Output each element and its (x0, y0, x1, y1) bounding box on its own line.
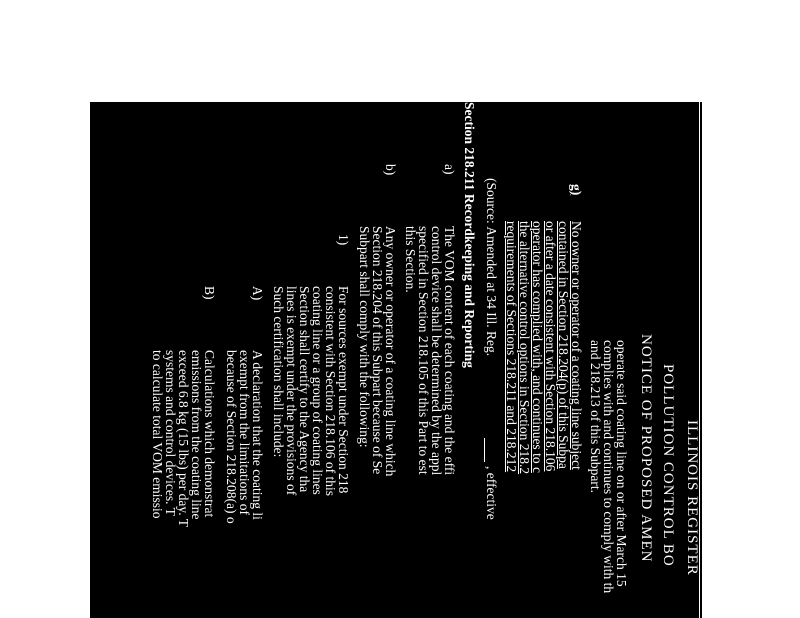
para-A-label: A) (250, 286, 265, 301)
para-a-line-1: The VOM content of each coating and the effi (442, 226, 457, 476)
para-1-line-5: lines is exempt under the provisions of (284, 286, 299, 496)
para-1-line-4: Section shall certify to the Agency tha (297, 286, 312, 493)
para-b-line-2: Section 218.204 of this Subpart because of Se (370, 226, 385, 475)
para-a-line-4: this Section. (403, 226, 418, 293)
para-1-label: 1) (336, 234, 351, 246)
para-B-line-3: exceed 6.8 kg (15 lbs) per day. T (176, 350, 191, 527)
para-1-line-2: consistent with Section 218.106 of this (323, 286, 338, 496)
para-1-line-1: For sources exempt under Section 218 (336, 286, 351, 494)
para-B-label: B) (202, 286, 217, 300)
para-A-line-1: A declaration that the coating li (250, 350, 265, 520)
para-g-line-3: or after a date consistent with Section 218.106 (543, 221, 558, 472)
para-1-line-3: coating line or a group of coating lines (310, 286, 325, 495)
intro-line-3: and 218.213 of this Subpart. (588, 340, 603, 493)
board-name: POLLUTION CONTROL BO (660, 364, 676, 567)
para-a-label: a) (442, 164, 457, 175)
para-b-line-3: Subpart shall comply with the following: (357, 226, 372, 448)
para-g-line-4: operator has complied with, and continues to c (530, 221, 545, 473)
para-B-line-1: Calculations which demonstrat (202, 350, 217, 518)
para-a-line-2: control device shall be determined by the appl (429, 226, 444, 476)
para-g-line-6: requirements of Sections 218.211 and 218.212 (504, 221, 519, 473)
notice-heading: NOTICE OF PROPOSED AMEN (638, 334, 654, 563)
para-B-line-5: to calculate total VOM emissio (150, 350, 165, 519)
source-blank-line (484, 438, 485, 462)
para-b-line-1: Any owner or operator of a coating line which (383, 226, 398, 477)
register-title: ILLINOIS REGISTER (684, 420, 700, 576)
para-g-label: g) (569, 184, 584, 196)
para-g-line-5: the alternative control options in Section 218.2 (517, 221, 532, 475)
intro-line-1: operate said coating line on or after March 15 (614, 340, 629, 587)
para-B-line-2: emissions from the coating line (189, 350, 204, 520)
source-note: (Source: Amended at 34 Ill. Reg. (484, 178, 499, 357)
para-g-line-2: contained in Section 218.204(p) of this Subpa (556, 221, 571, 469)
para-1-line-6: Such certification shall include: (271, 286, 286, 458)
para-A-line-3: because of Section 218.208(a) o (224, 350, 239, 524)
para-a-line-3: specified in Section 218.105 of this Part to est (416, 226, 431, 475)
para-g-line-1: No owner or operator of a coating line subject (569, 221, 584, 470)
para-b-label: b) (383, 164, 398, 176)
para-B-line-4: systems and control devices. T (163, 350, 178, 516)
rotated-document-content (90, 102, 702, 618)
para-A-line-2: exempt from the limitations of (237, 350, 252, 515)
scanned-document-page (90, 102, 702, 618)
intro-line-2: complies with and continues to comply with th (601, 340, 616, 594)
source-note-suffix: , effective (484, 466, 499, 520)
section-title: Section 218.211 Recordkeeping and Reporting (462, 102, 477, 368)
